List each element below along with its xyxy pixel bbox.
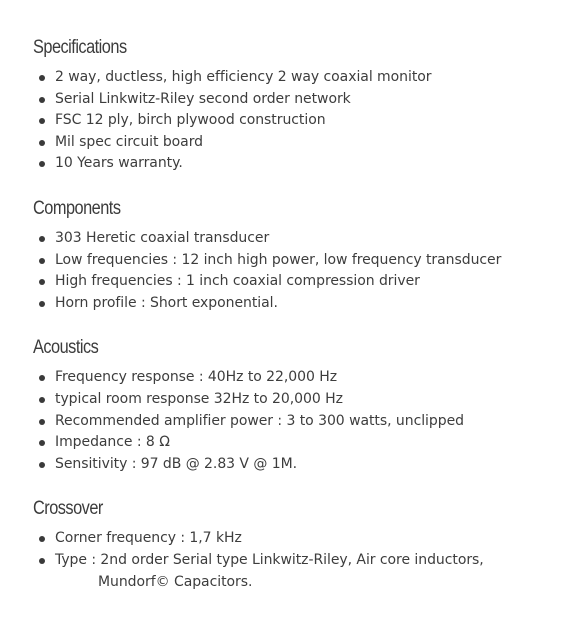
bullet-list <box>33 67 563 175</box>
bullet-icon <box>39 462 45 468</box>
bullet-icon <box>39 558 45 564</box>
list-item <box>33 153 563 175</box>
list-item-text: Corner frequency : 1,7 kHz <box>55 530 242 547</box>
spec-document <box>33 36 563 615</box>
list-item <box>33 367 563 389</box>
bullet-list <box>33 528 563 593</box>
list-item-text: Type : 2nd order Serial type Linkwitz-Riley, Air core inductors, <box>55 551 484 568</box>
list-item-text: Frequency response : 40Hz to 22,000 Hz <box>55 369 338 386</box>
list-item-text: FSC 12 ply, birch plywood construction <box>55 112 326 129</box>
list-item <box>33 454 563 476</box>
list-item <box>33 389 563 411</box>
list-item <box>33 89 563 111</box>
list-item-text: 10 Years warranty. <box>55 155 183 172</box>
list-item <box>33 432 563 454</box>
bullet-list <box>33 228 563 314</box>
section-title: Acoustics <box>33 337 99 359</box>
list-item-text: 303 Heretic coaxial transducer <box>55 229 270 246</box>
list-item-continuation: Mundorf© Capacitors. <box>98 573 253 590</box>
bullet-icon <box>39 258 45 264</box>
section-crossover <box>33 497 563 593</box>
bullet-icon <box>39 140 45 146</box>
list-item-text: Sensitivity : 97 dB @ 2.83 V @ 1M. <box>55 455 297 472</box>
list-item <box>33 110 563 132</box>
list-item-text: Low frequencies : 12 inch high power, low frequency transducer <box>55 251 502 268</box>
bullet-icon <box>39 236 45 242</box>
list-item <box>33 271 563 293</box>
list-item <box>33 550 563 593</box>
section-title: Crossover <box>33 498 103 520</box>
list-item <box>33 67 563 89</box>
section-title: Components <box>33 197 121 219</box>
list-item-text: Recommended amplifier power : 3 to 300 watts, unclipped <box>55 412 464 429</box>
bullet-icon <box>39 536 45 542</box>
bullet-list <box>33 367 563 475</box>
list-item <box>33 228 563 250</box>
bullet-icon <box>39 419 45 425</box>
section-acoustics <box>33 336 563 475</box>
list-item <box>33 293 563 315</box>
list-item-text: High frequencies : 1 inch coaxial compression driver <box>55 273 420 290</box>
list-item-text: Mil spec circuit board <box>55 133 204 150</box>
section-title: Specifications <box>33 37 127 58</box>
bullet-icon <box>39 75 45 81</box>
list-item <box>33 411 563 433</box>
section-specifications <box>33 36 563 175</box>
list-item <box>33 250 563 272</box>
bullet-icon <box>39 279 45 285</box>
bullet-icon <box>39 301 45 307</box>
list-item <box>33 132 563 154</box>
bullet-icon <box>39 97 45 103</box>
list-item <box>33 528 563 550</box>
bullet-icon <box>39 161 45 167</box>
bullet-icon <box>39 375 45 381</box>
list-item-text: Serial Linkwitz-Riley second order network <box>55 90 351 107</box>
list-item-text: 2 way, ductless, high efficiency 2 way coaxial monitor <box>55 69 432 85</box>
list-item-text: typical room response 32Hz to 20,000 Hz <box>55 390 343 407</box>
bullet-icon <box>39 397 45 403</box>
list-item-text: Impedance : 8 Ω <box>55 434 170 451</box>
bullet-icon <box>39 118 45 124</box>
section-components <box>33 197 563 314</box>
bullet-icon <box>39 440 45 446</box>
list-item-text: Horn profile : Short exponential. <box>55 294 278 311</box>
